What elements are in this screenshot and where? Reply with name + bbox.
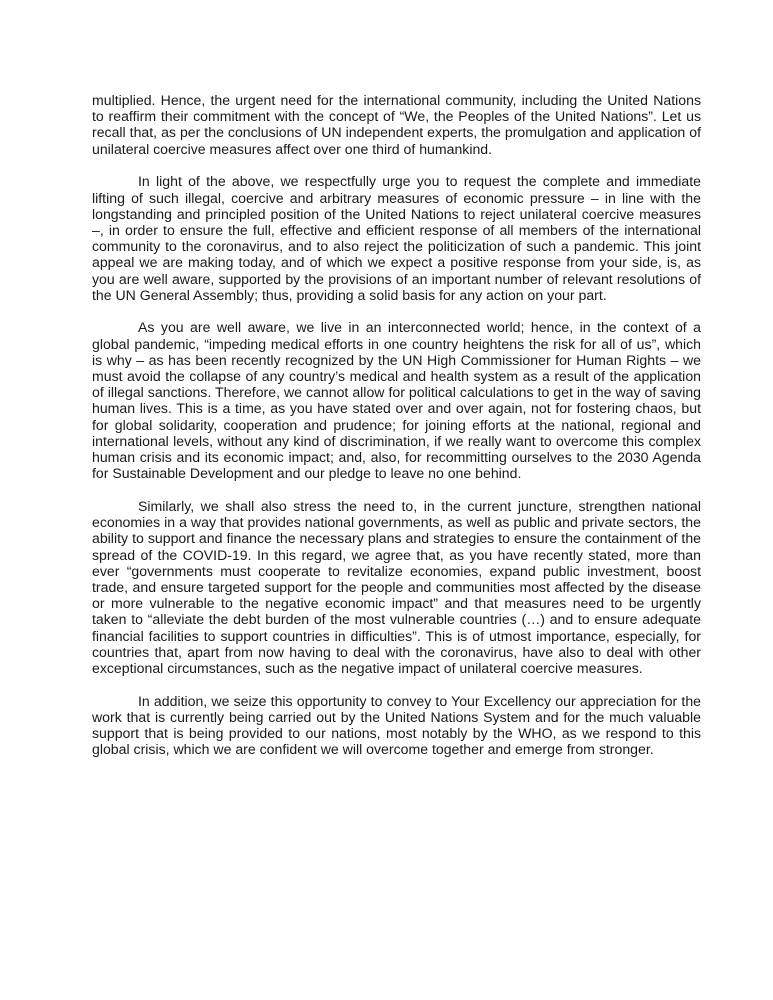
paragraph-appreciation: In addition, we seize this opportunity to convey to Your Excellency our appreciation for the work that is currently being carried out by the United Nations System and for the much valuable support that is being provided to our nations, most notably by the WHO, as we respond to this global crisis, which we are confident we will overcome together and emerge from stronger. xyxy=(92,692,701,758)
letter-body xyxy=(92,92,701,774)
paragraph-interconnected-world: As you are well aware, we live in an interconnected world; hence, in the context of a global pandemic, “impeding medical efforts in one country heightens the risk for all of us”, which is why – as has been recently recognized by the UN High Commissioner for Human Rights – we must avoid the collapse of any country’s medical and health system as a result of the application of illegal sanctions. Therefore, we cannot allow for political calculations to get in the way of saving human lives. This is a time, as you have stated over and over again, not for fostering chaos, but for global solidarity, cooperation and prudence; for joining efforts at the national, regional and international levels, without any kind of discrimination, if we really want to overcome this complex human crisis and its economic impact; and, also, for recommitting ourselves to the 2030 Agenda for Sustainable Development and our pledge to leave no one behind. xyxy=(92,319,701,482)
paragraph-urge-lifting-measures: In light of the above, we respectfully urge you to request the complete and immediate lifting of such illegal, coercive and arbitrary measures of economic pressure – in line with the longstanding and principled position of the United Nations to reject unilateral coercive measures –, in order to ensure the full, effective and efficient response of all members of the international community to the coronavirus, and to also reject the politicization of such a pandemic. This joint appeal we are making today, and of which we expect a positive response from your side, is, as you are well aware, supported by the provisions of an important number of relevant resolutions of the UN General Assembly; thus, providing a solid basis for any action on your part. xyxy=(92,173,701,303)
paragraph-continuation: multiplied. Hence, the urgent need for the international community, including the United Nations to reaffirm their commitment with the concept of “We, the Peoples of the United Nations”. Let us recall that, as per the conclusions of UN independent experts, the promulgation and application of unilateral coercive measures affect over one third of humankind. xyxy=(92,92,701,157)
paragraph-strengthen-economies: Similarly, we shall also stress the need to, in the current juncture, strengthen national economies in a way that provides national governments, as well as public and private sectors, the ability to support and finance the necessary plans and strategies to ensure the containment of the spread of the COVID-19. In this regard, we agree that, as you have recently stated, more than ever “governments must cooperate to revitalize economies, expand public investment, boost trade, and ensure targeted support for the people and communities most affected by the disease or more vulnerable to the negative economic impact” and that measures need to be urgently taken to “alleviate the debt burden of the most vulnerable countries (…) and to ensure adequate financial facilities to support countries in difficulties”. This is of utmost importance, especially, for countries that, apart from now having to deal with the coronavirus, have also to deal with other exceptional circumstances, such as the negative impact of unilateral coercive measures. xyxy=(92,497,701,676)
